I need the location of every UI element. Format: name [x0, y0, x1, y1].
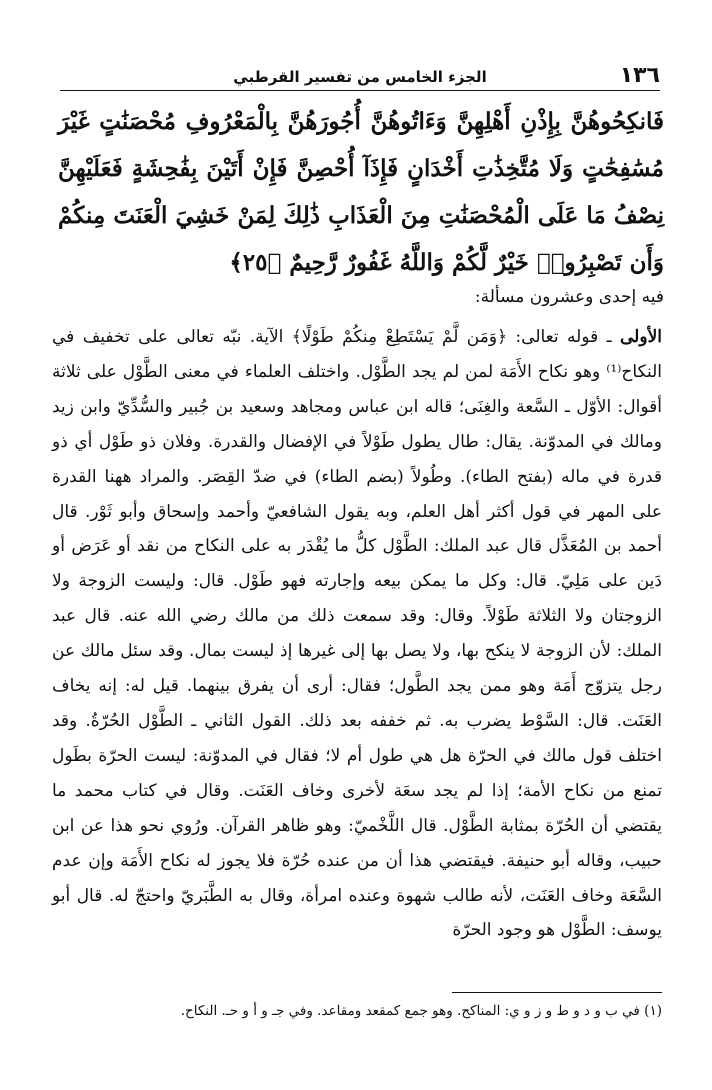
page-number: ١٣٦ [619, 63, 660, 88]
commentary-text: ـ قوله تعالى: ﴿وَمَن لَّمْ يَسْتَطِعْ مِنكُمْ طَوْلًا﴾ الآية. نبّه تعالى على تخفيف في النكاح⁽¹⁾ وهو نكاح الأَمَة لمن لم يجد الطَّوْل. واختلف العلماء في معنى الطَّوْل على ثلاثة أقوال: الأوّل ـ السَّعة والغِنَى؛ قاله ابن عباس ومجاهد وسعيد بن جُبير والسُّدِّيّ وابن زيد ومالك في المدوّنة. يقال: طال يطول طَوْلاً في الإفضال والقدرة. وفلان ذو طَوْل أي ذو قدرة في ماله (بفتح الطاء). وطُولاً (بضم الطاء) في ضدّ القِصَر. والمراد ههنا القدرة على المهر في قول أكثر أهل العلم، وبه يقول الشافعيّ وأحمد وإسحاق وأبو ثَوْر. قال أحمد بن المُعَذَّل قال عبد الملك: الطَّوْل كلُّ ما يُقْدَر به على النكاح من نقد أو عَرَض أو دَين على مَلِيّ. قال: وكل ما يمكن بيعه وإجارته فهو طَوْل. قال: وليست الزوجة ولا الزوجتان ولا الثلاثة طَوْلاً. وقال: وقد سمعت ذلك من مالك رضي الله عنه. قال عبد الملك: لأن الزوجة لا ينكح بها، ولا يصل بها إلى غيرها إذ ليست بمال. وقد سئل مالك عن رجل يتزوّج أَمَة وهو ممن يجد الطَّول؛ فقال: أرى أن يفرق بينهما. قيل له: إنه يخاف العَنَت. قال: السَّوْط يضرب به. ثم خففه بعد ذلك. القول الثاني ـ الطَّوْل الحُرّةُ. وقد اختلف قول مالك في الحرّة هل هي طول أم لا؛ فقال في المدوّنة: ليست الحرّة بطَول تمنع من نكاح الأمة؛ إذا لم يجد سعَة لأخرى وخاف العَنَت. وقال في كتاب محمد ما يقتضي أن الحُرّة بمثابة الطَّوْل. قال اللَّخْميّ: وهو ظاهر القرآن. ورُوي نحو هذا عن ابن حبيب، وقاله أبو حنيفة. فيقتضي هذا أن من عنده حُرّة فلا يجوز له نكاح الأَمَة وإن عدم السَّعَة وخاف العَنَت، لأنه طالب شهوة وعنده امرأة، وقال به الطَّبَريّ واحتجّ له. قال أبو يوسف: الطَّوْل هو وجود الحرّة [52, 327, 662, 941]
footnote-divider [452, 992, 662, 993]
running-title: الجزء الخامس من تفسير القرطبي [233, 68, 487, 86]
issues-intro: فيه إحدى وعشرون مسألة: [474, 287, 664, 307]
quran-verse: فَانكِحُوهُنَّ بِإِذْنِ أَهْلِهِنَّ وَءَاتُوهُنَّ أُجُورَهُنَّ بِالْمَعْرُوفِ مُحْصَنَٰتٍ غَيْرَ مُسَٰفِحَٰتٍ وَلَا مُتَّخِذَٰتِ أَخْدَانٍ فَإِذَآ أُحْصِنَّ فَإِنْ أَتَيْنَ بِفَٰحِشَةٍ فَعَلَيْهِنَّ نِصْفُ مَا عَلَى الْمُحْصَنَٰتِ مِنَ الْعَذَابِ ذَٰلِكَ لِمَنْ خَشِيَ الْعَنَتَ مِنكُمْ وَأَن تَصْبِرُوا۟ خَيْرٌ لَّكُمْ وَاللَّهُ غَفُورٌ رَّحِيمٌ ﴿٢٥﴾ [58, 108, 664, 276]
commentary-body [52, 320, 662, 948]
header-divider [60, 90, 660, 91]
page-header [60, 58, 660, 88]
footnote: (١) في ب و د و ط و ز و ي: المناكح. وهو جمع كمقعد ومقاعد. وفي جـ و أ و حـ. النكاح. [180, 1003, 662, 1019]
issue-label: الأولى [620, 327, 662, 347]
